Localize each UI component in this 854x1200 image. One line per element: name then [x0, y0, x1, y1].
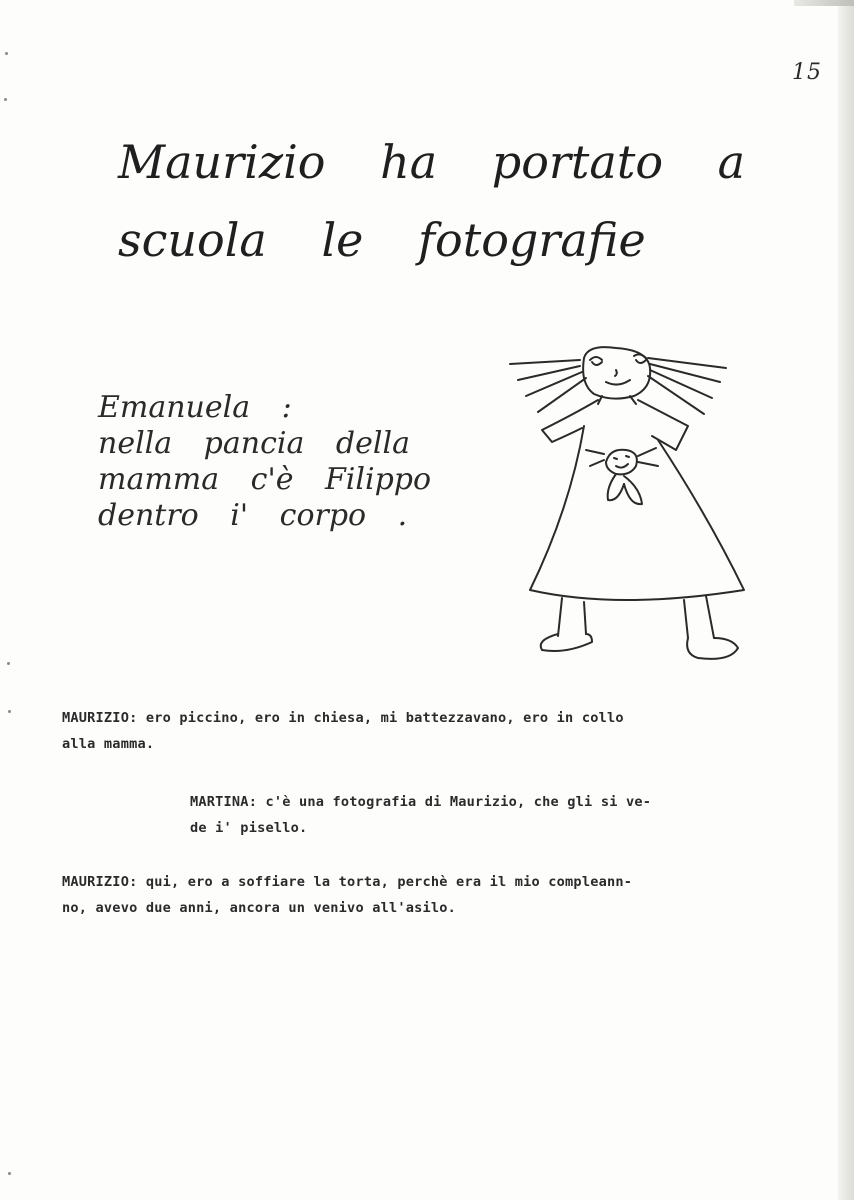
paragraph-line: MAURIZIO: qui, ero a soffiare la torta, perchè era il mio compleann-	[62, 874, 633, 890]
scan-speck	[4, 98, 7, 101]
quote-line: mamma c'è Filippo	[98, 462, 432, 497]
title-line: Maurizio ha portato a	[118, 134, 746, 189]
page-number: 15	[792, 60, 822, 85]
paragraph-maurizio-1	[62, 705, 624, 757]
scan-speck	[5, 52, 8, 55]
scan-speck	[8, 1172, 11, 1175]
paragraph-maurizio-2	[62, 869, 632, 921]
title-line: scuola le fotografie	[118, 212, 646, 267]
paragraph-line: no, avevo due anni, ancora un venivo all'asilo.	[62, 900, 457, 916]
paragraph-line: alla mamma.	[62, 736, 155, 752]
paragraph-line: de i' pisello.	[190, 820, 308, 836]
paragraph-line: MAURIZIO: ero piccino, ero in chiesa, mi battezzavano, ero in collo	[62, 710, 624, 726]
quote-line: Emanuela :	[98, 390, 292, 425]
scan-speck	[8, 710, 11, 713]
page-title	[118, 123, 758, 279]
quote-line: nella pancia della	[98, 426, 410, 461]
scan-speck	[7, 662, 10, 665]
scan-edge-corner	[794, 0, 854, 6]
scan-edge-shadow	[838, 0, 854, 1200]
paragraph-line: MARTINA: c'è una fotografia di Maurizio, che gli si ve-	[190, 794, 652, 810]
paragraph-martina	[190, 789, 651, 841]
child-drawing-icon	[498, 338, 760, 670]
quote-line: dentro i' corpo .	[98, 498, 408, 533]
handwritten-quote	[98, 390, 528, 534]
